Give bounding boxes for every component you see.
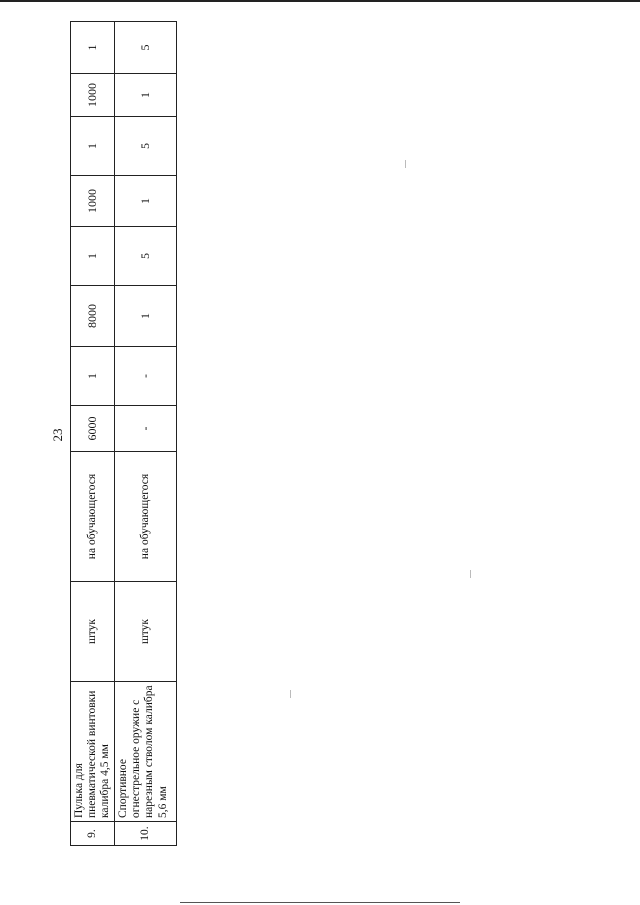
table-cell: 5 (115, 117, 177, 176)
scan-bottom-edge (180, 902, 460, 903)
equipment-table (70, 21, 177, 846)
row-number: 10. (115, 822, 177, 846)
equipment-table-container (70, 22, 176, 846)
scan-top-edge (0, 0, 640, 2)
scan-speck (290, 690, 291, 698)
table-cell: 1 (71, 117, 115, 176)
table-cell: 1000 (71, 176, 115, 227)
table-row (71, 22, 115, 846)
item-basis: на обучающегося (71, 452, 115, 582)
table-cell: 1 (115, 74, 177, 117)
table-cell: 5 (115, 227, 177, 286)
table-cell: 1 (115, 286, 177, 347)
item-name: Спортивное огнестрельное оружие с нарезным стволом калибра 5,6 мм (115, 682, 177, 822)
table-cell: 1000 (71, 74, 115, 117)
table-row (115, 22, 177, 846)
row-number: 9. (71, 822, 115, 846)
table-cell: 1 (71, 347, 115, 406)
item-name: Пулька для пневматической винтовки калибра 4,5 мм (71, 682, 115, 822)
table-cell: 8000 (71, 286, 115, 347)
table-cell: 1 (71, 22, 115, 74)
scan-speck (470, 570, 471, 578)
table-cell: - (115, 347, 177, 406)
table-cell: 5 (115, 22, 177, 74)
item-unit: штук (71, 582, 115, 682)
scan-speck (405, 160, 406, 168)
table-cell: 6000 (71, 406, 115, 452)
item-unit: штук (115, 582, 177, 682)
table-cell: - (115, 406, 177, 452)
page-number: 23 (50, 428, 65, 442)
table-cell: 1 (115, 176, 177, 227)
item-basis: на обучающегося (115, 452, 177, 582)
equipment-table-rotated (70, 22, 176, 846)
table-cell: 1 (71, 227, 115, 286)
